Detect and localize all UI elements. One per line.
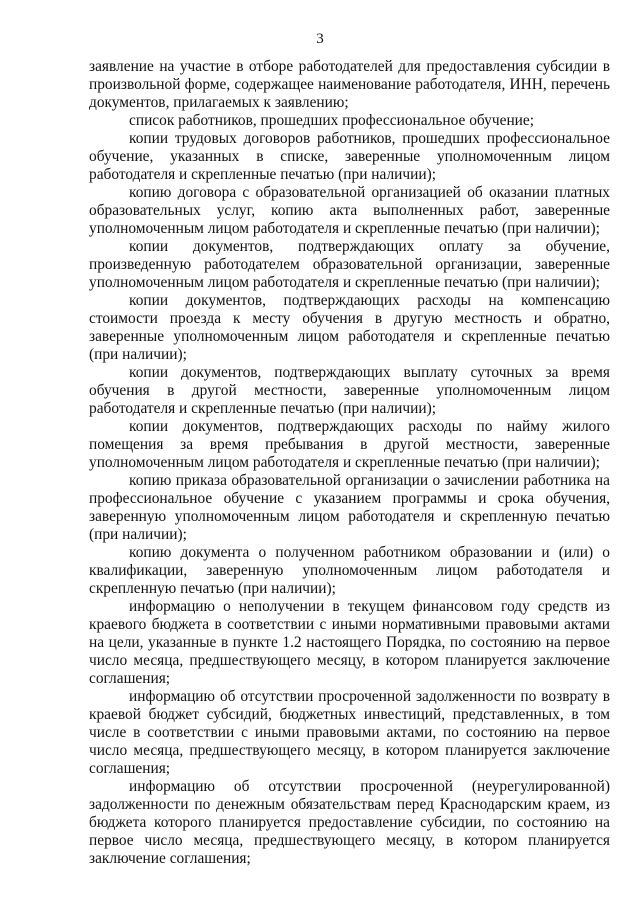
paragraph-travel-expenses: копии документов, подтверждающих расходы на компенсацию стоимости проезда к месту обучения в другую местность и обратно, заверенные уполномоченным лицом работодателя и скрепленные печатью (при наличии);	[89, 292, 610, 363]
paragraph-no-overdue-obligations: информацию об отсутствии просроченной (неурегулированной) задолженности по денежным обязательствам перед Краснодарским краем, из бюджета которого планируется предоставление субсидии, по состоянию на первое число месяца, предшествующего месяцу, в котором планируется заключение соглашения;	[89, 778, 610, 867]
paragraph-non-receipt-info: информацию о неполучении в текущем финансовом году средств из краевого бюджета в соответствии с иными нормативными правовыми актами на цели, указанные в пункте 1.2 настоящего Порядка, по состоянию на первое число месяца, предшествующего месяцу, в котором планируется заключение соглашения;	[89, 598, 610, 687]
paragraph-employee-list: список работников, прошедших профессиональное обучение;	[129, 112, 535, 129]
paragraph-daily-allowance: копии документов, подтверждающих выплату суточных за время обучения в другой местности, заверенные уполномоченным лицом работодателя и скрепленные печатью (при наличии);	[89, 364, 610, 417]
paragraph-education-contract: копию договора с образовательной организацией об оказании платных образовательных услуг, копию акта выполненных работ, заверенные уполномоченным лицом работодателя и скрепленные печатью (при наличии);	[89, 184, 610, 237]
page-number: 3	[316, 31, 324, 47]
paragraph-labor-contracts: копии трудовых договоров работников, прошедших профессиональное обучение, указанных в списке, заверенные уполномоченным лицом работодателя и скрепленные печатью (при наличии);	[89, 130, 610, 183]
paragraph-qualification-document: копию документа о полученном работником образовании и (или) о квалификации, заверенную уполномоченным лицом работодателя и скрепленную печатью (при наличии);	[89, 544, 610, 597]
document-body	[89, 58, 610, 868]
paragraph-enrollment-order: копию приказа образовательной организации о зачислении работника на профессиональное обучение с указанием программы и срока обучения, заверенную уполномоченным лицом работодателя и скрепленную печатью (при наличии);	[89, 472, 610, 543]
paragraph-housing-expenses: копии документов, подтверждающих расходы по найму жилого помещения за время пребывания в другой местности, заверенные уполномоченным лицом работодателя и скрепленные печатью (при наличии);	[89, 418, 610, 471]
paragraph-payment-documents: копии документов, подтверждающих оплату за обучение, произведенную работодателем образовательной организации, заверенные уполномоченным лицом работодателя и скрепленные печатью (при наличии);	[89, 238, 610, 291]
paragraph-application: заявление на участие в отборе работодателей для предоставления субсидии в произвольной форме, содержащее наименование работодателя, ИНН, перечень документов, прилагаемых к заявлению;	[89, 58, 610, 111]
paragraph-no-overdue-subsidies: информацию об отсутствии просроченной задолженности по возврату в краевой бюджет субсидий, бюджетных инвестиций, представленных, в том числе в соответствии с иными правовыми актами, по состоянию на первое число месяца, предшествующего месяцу, в котором планируется заключение соглашения;	[89, 688, 610, 777]
